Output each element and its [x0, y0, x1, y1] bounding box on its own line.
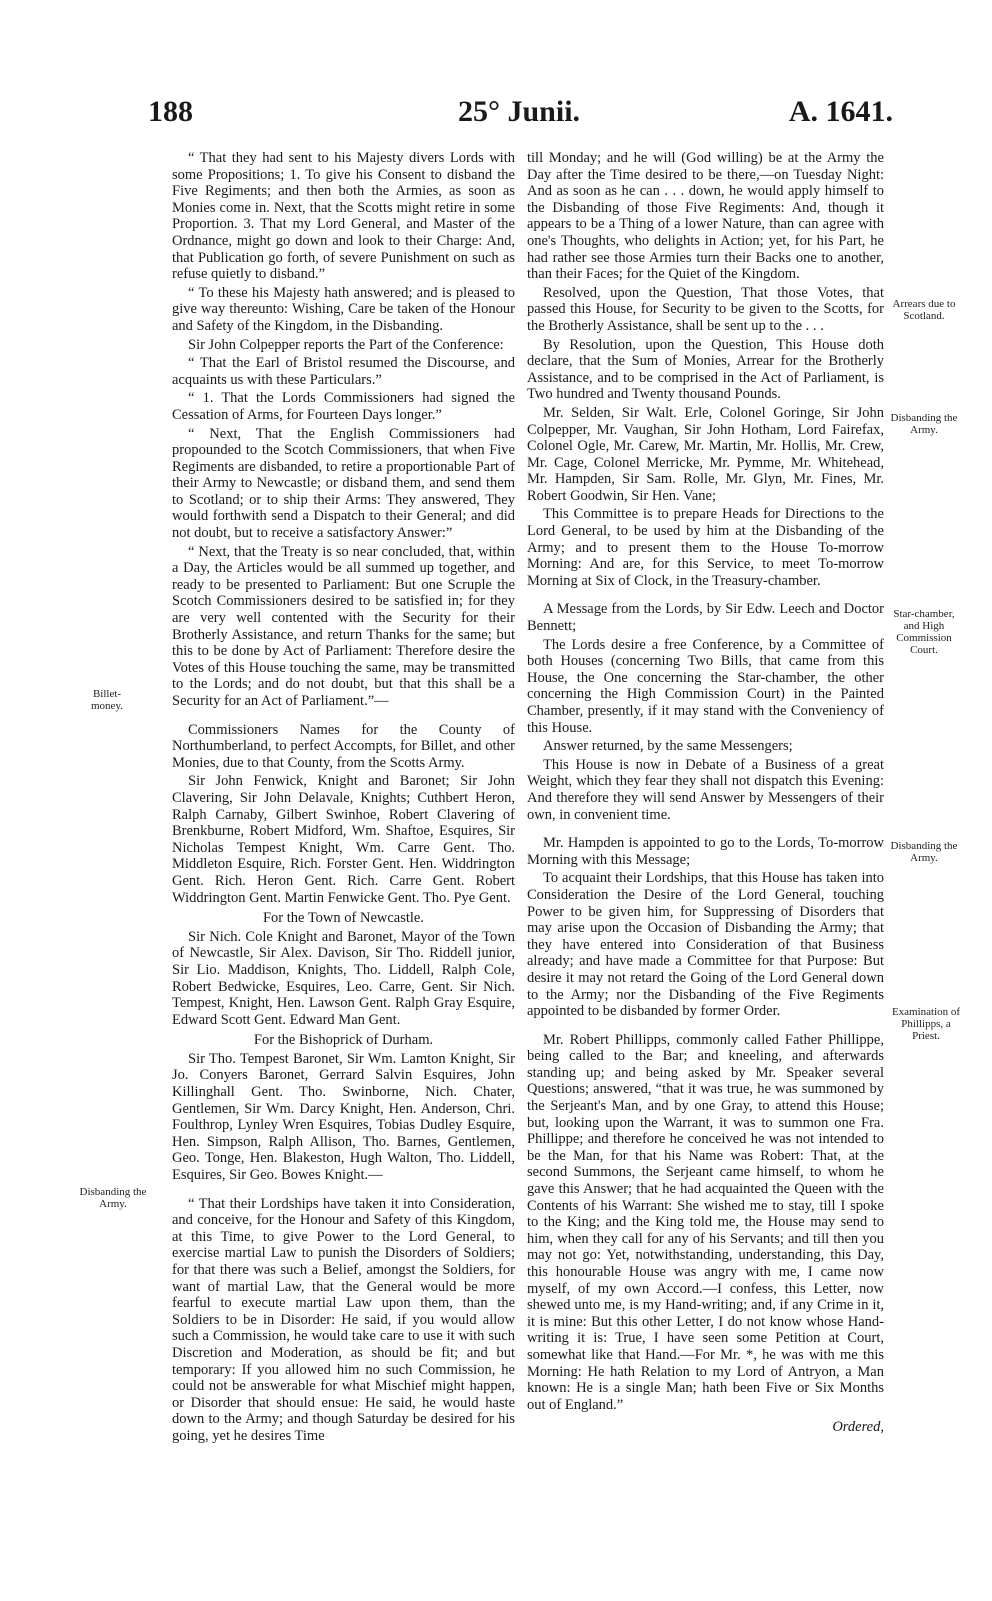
paragraph: Sir John Fenwick, Knight and Baronet; Sir John Clavering, Sir John Delavale, Knights; Cuthbert Heron, Ralph Carnaby, Gilbert Swinhoe, Robert Clavering of Brenkburne, Robert Midford, Wm. Shaftoe, Esquires, Sir Nicholas Tempest Knight, Wm. Carre Gent. Tho. Middleton Esquire, Rich. Forster Gent. Hen. Widdrington Gent. Rich. Heron Gent. Rich. Carre Gent. Robert Widdrington Gent. Martin Fenwicke Gent. Tho. Pye Gent.: [172, 773, 515, 906]
paragraph: By Resolution, upon the Question, This House doth declare, that the Sum of Monies, Arrear for the Brotherly Assistance, and to be comprised in the Act of Parliament, is Two hundred and Twenty thousand Pounds.: [527, 336, 884, 403]
paragraph: This House is now in Debate of a Business of a great Weight, which they fear they shall not dispatch this Evening: And therefore they will send Answer by Messengers of their own, in convenient time.: [527, 756, 884, 823]
paragraph: The Lords desire a free Conference, by a Committee of both Houses (concerning Two Bills, that came from this House, the One concerning the Star-chamber, the other concerning the High Commission Court) in the Painted Chamber, presently, if it may stand with the Conveniency of this House.: [527, 636, 884, 736]
margin-note-arrears: Arrears due to Scotland.: [892, 298, 956, 322]
paragraph: Commissioners Names for the County of Northumberland, to perfect Accompts, for Billet, and other Monies, due to that County, from the Scotts Army.: [172, 721, 515, 771]
margin-note-examination: Examination of Phillipps, a Priest.: [891, 1006, 961, 1042]
paragraph: “ That their Lordships have taken it into Consideration, and conceive, for the Honour and Safety of this Kingdom, at this Time, to give Power to the Lord General, to exercise martial Law to punish the Disorders of Soldiers; for that there was such a Belief, amongst the Soldiers, for want of martial Law, that the General would be more fearful to execute martial Law upon them, than the Soldiers to be in Disorder: He said, if you would allow such a Commission, he would take care to use it with such Discretion and Moderation, as should be fit; and but temporary: If you allowed him no such Commission, he could not be answerable for what Mischief might happen, or Disorder that should ensue: He said, he would haste down to the Army; and though Saturday be desired for his going, yet he desires Time: [172, 1195, 515, 1444]
paragraph: “ To these his Majesty hath answered; and is pleased to give way thereunto: Wishing, Care be taken of the Honour and Safety of the Kingdom, in the Disbanding.: [172, 284, 515, 334]
left-column: [172, 150, 515, 1447]
paragraph: A Message from the Lords, by Sir Edw. Leech and Doctor Bennett;: [527, 601, 884, 635]
page-year: A. 1641.: [788, 95, 893, 128]
paragraph: Answer returned, by the same Messengers;: [543, 738, 793, 755]
margin-note-disbanding: Disbanding the Army.: [890, 412, 958, 436]
section-heading: For the Bishoprick of Durham.: [253, 1032, 434, 1049]
paragraph: Mr. Robert Phillipps, commonly called Father Phillippe, being called to the Bar; and kneeling, and afterwards standing up; and being asked by Mr. Speaker several Questions; answered, “that it was true, he was summoned by the Serjeant's Man, and by one Gray, to attend this House; but, looking upon the Warrant, it was to summon one Fra. Phillippe; and therefore he conceived he was not intended to be the Man, for that his Name was Robert: That, at the second Summons, the Serjeant came himself, to whom he gave this Answer; that he had acquainted the Queen with the Contents of his Warrant: She wished me to stay, till I spoke to the King; and the King told me, the House may send to him, when they call for any of his Servants; and till then you may not go: Yet, notwithstanding, understanding, this Day, this honourable House was angry with me, I came now myself, of my own Accord.—I confess, this Letter, now shewed unto me, is my Hand-writing; and, if any Crime in it, it is mine: But this other Letter, I do not know whose Hand-writing it is: True, I have seen some Petition at Court, somewhat like that Hand.—For Mr. *, he was with me this Morning: He hath Relation to my Lord of Antryon, a Man known: He is a single Man; hath been Five or Six Months out of England.”: [527, 1031, 884, 1413]
page-date: 25° Junii.: [458, 95, 581, 128]
paragraph: Resolved, upon the Question, That those Votes, that passed this House, for Security to be given to the Scotts, for the Brotherly Assistance, shall be sent up to the . . .: [527, 284, 884, 334]
paragraph: “ That the Earl of Bristol resumed the Discourse, and acquaints us with these Particulars.”: [172, 355, 515, 388]
paragraph: till Monday; and he will (God willing) be at the Army the Day after the Time desired to be there,—on Tuesday Night: And as soon as he can . . . down, he would apply himself to the Disbanding of those Five Regiments: And, though it appears to be a Thing of a lower Nature, than can agree with one's Thoughts, who delights in Action; yet, for his Part, he had rather see those Armies turn their Backs one to another, than their Faces; for the Quiet of the Kingdom.: [527, 150, 884, 283]
paragraph: To acquaint their Lordships, that this House has taken into Consideration the Desire of the Lord General, touching Power to be given him, for Suppressing of Disorders that may arise upon the Occasion of Disbanding the Army; that they have entered into Consideration of that Business already; and have made a Committee for that Purpose: But desire it may not retard the Going of the Lord General down to the Army; nor the Disbanding of the Five Regiments appointed to be disbanded by former Order.: [527, 870, 884, 1020]
paragraph: “ Next, that the Treaty is so near concluded, that, within a Day, the Articles would be all summed up together, and ready to be presented to Parliament: But one Scruple the Scotch Commissioners desired to be satisfied in; for they are very well contented with the Security for their Brotherly Assistance, and return Thanks for the same; but this to be done by Act of Parliament: Therefore desire the Votes of this House touching the same, may be transmitted to the Lords; and do not doubt, but that this shall be a Security for an Act of Parliament.”—: [172, 543, 515, 709]
margin-note-disbanding: Disbanding the Army.: [890, 840, 958, 864]
paragraph: Sir Nich. Cole Knight and Baronet, Mayor of the Town of Newcastle, Sir Alex. Davison, Sir Tho. Riddell junior, Sir Lio. Maddison, Knights, Tho. Liddell, Ralph Cole, Robert Bedwicke, Esquires, Leo. Carre, Gent. Sir Nich. Tempest, Knight, Hen. Lawson Gent. Ralph Gray Esquire, Edward Scott Gent. Edward Man Gent.: [172, 928, 515, 1028]
section-heading: For the Town of Newcastle.: [262, 910, 424, 927]
right-column: [527, 150, 884, 1438]
paragraph: Mr. Hampden is appointed to go to the Lords, To-morrow Morning with this Message;: [527, 835, 884, 868]
paragraph: This Committee is to prepare Heads for Directions to the Lord General, to be used by him at the Disbanding of the Army; and to present them to the House To-morrow Morning: And are, for this Service, to meet To-morrow Morning at Six of Clock, in the Treasury-chamber.: [527, 506, 884, 589]
paragraph: Mr. Selden, Sir Walt. Erle, Colonel Goringe, Sir John Colpepper, Mr. Vaughan, Sir John Hotham, Lord Fairefax, Colonel Ogle, Mr. Carew, Mr. Martin, Mr. Hollis, Mr. Crew, Mr. Cage, Colonel Merricke, Mr. Pymme, Mr. Whitehead, Mr. Hampden, Sir Sam. Rolle, Mr. Glyn, Mr. Fines, Mr. Robert Goodwin, Sir Hen. Vane;: [527, 404, 884, 504]
page-header: [148, 95, 893, 145]
paragraph: Sir Tho. Tempest Baronet, Sir Wm. Lamton Knight, Sir Jo. Conyers Baronet, Gerrard Salvin Esquires, John Killinghall Gent. Tho. Swinborne, Nich. Chater, Gentlemen, Sir Wm. Darcy Knight, Hen. Anderson, Chri. Foulthrop, Lynley Wren Esquires, Tobias Dudley Esquire, Hen. Simpson, Ralph Allison, Tho. Barnes, Gentlemen, Geo. Tonge, Hen. Blakeston, Hugh Walton, Tho. Liddell, Esquires, Sir Geo. Bowes Knight.—: [172, 1050, 515, 1184]
paragraph: “ 1. That the Lords Commissioners had signed the Cessation of Arms, for Fourteen Days longer.”: [172, 390, 515, 423]
margin-note-billet-money: Billet-money.: [91, 688, 123, 712]
margin-note-disbanding: Disbanding the Army.: [79, 1186, 147, 1210]
margin-note-star-chamber: Star-chamber, and High Commission Court.: [893, 608, 955, 656]
catchword: Ordered,: [832, 1419, 884, 1436]
paragraph: “ That they had sent to his Majesty divers Lords with some Propositions; 1. To give his Consent to disband the Five Regiments; and then both the Armies, as soon as Monies come in. Next, that the Scotts might retire in some Proportion. 3. That my Lord General, and Master of the Ordnance, might go down and look to their Charge: And, that Publication go forth, of severe Punishment on such as refuse quietly to disband.”: [172, 150, 515, 283]
paragraph: Sir John Colpepper reports the Part of the Conference:: [188, 336, 504, 353]
page-number: 188: [148, 95, 193, 128]
paragraph: “ Next, That the English Commissioners had propounded to the Scotch Commissioners, that when Five Regiments are disbanded, to retire a proportionable Part of their Army to Newcastle; or disband them, and send them to Scotland; or to ship their Arms: They answered, They would forthwith send a Dispatch to their General; and did not doubt, but to receive a satisfactory Answer:”: [172, 425, 515, 542]
